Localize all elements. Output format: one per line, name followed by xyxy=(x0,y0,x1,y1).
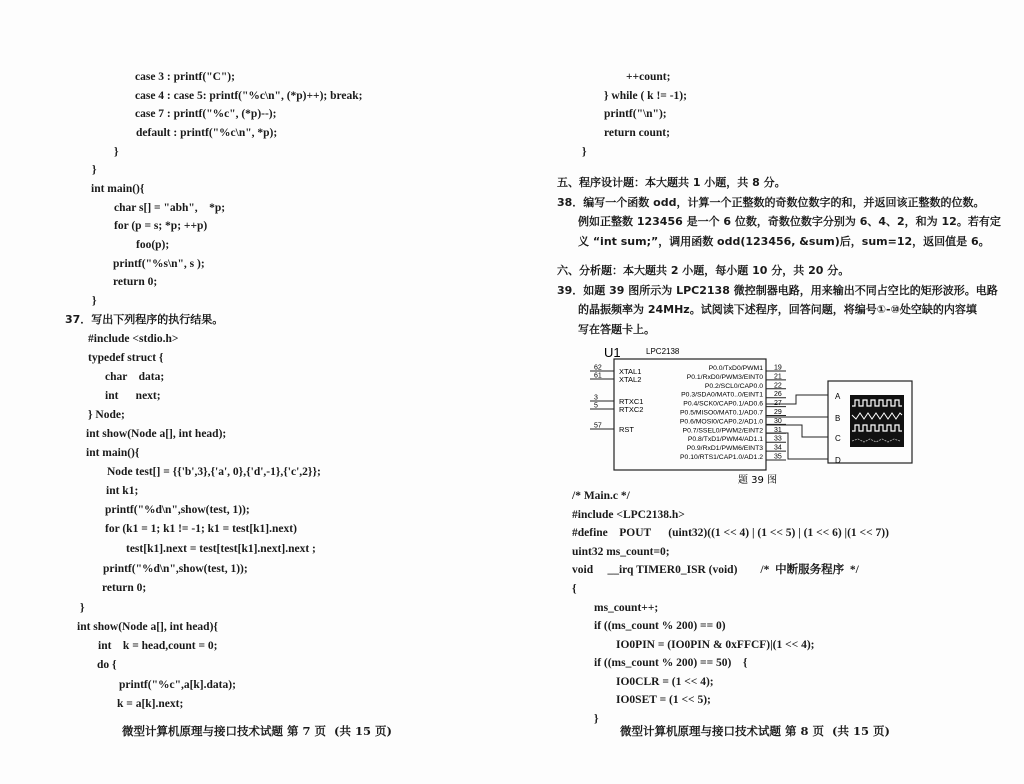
code-line: } xyxy=(92,295,97,307)
code-line: case 4 : case 5: printf("%c\n", (*p)++); break; xyxy=(135,90,363,102)
figure-39-circuit xyxy=(588,343,948,488)
pin-name: RTXC1 xyxy=(619,397,644,406)
pin-name: RST xyxy=(619,425,634,434)
code-line: return 0; xyxy=(102,582,147,594)
pin-number: 26 xyxy=(774,391,782,399)
question-38-text: 38．编写一个函数 odd，计算一个正整数的奇数位数字的和，并返回该正整数的位数。 xyxy=(557,196,985,209)
scope-channel-label: B xyxy=(835,414,841,423)
question-38-text: 例如正整数 123456 是一个 6 位数，奇数位数字分别为 6、4、2，和为 12。若有定 xyxy=(578,215,1001,228)
pin-number: 30 xyxy=(774,417,782,425)
code-line: } xyxy=(594,713,599,725)
code-line: int show(Node a[], int head); xyxy=(86,428,227,440)
code-line: for (k1 = 1; k1 != -1; k1 = test[k1].next) xyxy=(105,523,297,535)
code-line: return count; xyxy=(604,127,670,139)
code-line: test[k1].next = test[test[k1].next].next ; xyxy=(126,543,316,555)
page-footer: 微型计算机原理与接口技术试题 第 8 页 (共 15 页) xyxy=(620,724,890,738)
pin-name: P0.10/RTS1/CAP1.0/AD1.2 xyxy=(680,454,763,461)
pin-name: XTAL1 xyxy=(619,367,642,376)
question-38-text: 义 “int sum;”，调用函数 odd(123456, &sum)后，sum=12，返回值是 6。 xyxy=(578,235,990,248)
pin-number: 57 xyxy=(594,422,602,430)
code-line: default : printf("%c\n", *p); xyxy=(136,127,278,139)
right-pins xyxy=(680,365,786,462)
chip-name: LPC2138 xyxy=(646,347,680,356)
code-line: if ((ms_count % 200) == 0) xyxy=(594,620,726,632)
pin-name: XTAL2 xyxy=(619,375,642,384)
code-line: { xyxy=(572,583,577,595)
pin-number: 33 xyxy=(774,435,782,443)
code-line: } xyxy=(92,164,97,176)
pin-number: 27 xyxy=(774,400,782,408)
code-line: Node test[] = {{'b',3},{'a', 0},{'d',-1},{'c',2}}; xyxy=(107,466,321,478)
pin-name: P0.7/SSEL0/PWM2/EINT2 xyxy=(682,427,763,435)
pin-number: 3 xyxy=(594,394,598,402)
scope-channel-label: A xyxy=(835,392,841,401)
scope-channel-label: D xyxy=(835,456,841,465)
code-line: int main(){ xyxy=(91,183,145,195)
code-line: #include <stdio.h> xyxy=(88,333,179,345)
code-line: } Node; xyxy=(88,409,125,421)
code-line: typedef struct { xyxy=(88,352,164,364)
code-line: printf("%c",a[k].data); xyxy=(119,679,236,691)
code-line: void __irq TIMER0_ISR (void) /* 中断服务程序 */ xyxy=(572,564,859,576)
pin-number: 61 xyxy=(594,372,602,380)
pin-number: 19 xyxy=(774,364,782,372)
question-39-text: 39．如题 39 图所示为 LPC2138 微控制器电路，用来输出不同占空比的矩形波形。电路 xyxy=(557,284,998,297)
code-line: IO0PIN = (IO0PIN & 0xFFCF)|(1 << 4); xyxy=(616,639,815,651)
code-line: return 0; xyxy=(113,276,158,288)
question-39-text: 的晶振频率为 24MHz。试阅读下述程序，回答问题，将编号①-⑩处空缺的内容填 xyxy=(578,303,977,316)
code-line: int show(Node a[], int head){ xyxy=(77,621,218,633)
pin-name: RTXC2 xyxy=(619,405,644,414)
pin-name: P0.3/SDA0/MAT0..0/EINT1 xyxy=(681,391,763,399)
code-line: int next; xyxy=(105,390,161,402)
pin-number: 34 xyxy=(774,444,782,452)
left-pins xyxy=(590,365,643,435)
code-line: printf("\n"); xyxy=(604,108,667,120)
pin-name: P0.5/MISO0/MAT0.1/AD0.7 xyxy=(680,409,763,417)
pin-number: 5 xyxy=(594,402,598,410)
scope-channel-label: C xyxy=(835,434,841,443)
code-line: case 7 : printf("%c", (*p)--); xyxy=(135,108,277,120)
code-line: int main(){ xyxy=(86,447,140,459)
chip-ref: U1 xyxy=(604,345,621,360)
page-footer: 微型计算机原理与接口技术试题 第 7 页 (共 15 页) xyxy=(122,724,392,738)
code-line: do { xyxy=(97,659,117,671)
question-37-title: 37．写出下列程序的执行结果。 xyxy=(65,313,224,326)
question-39-text: 写在答题卡上。 xyxy=(578,323,655,336)
code-line: IO0CLR = (1 << 4); xyxy=(616,676,714,688)
code-line: ms_count++; xyxy=(594,602,659,614)
code-line: } xyxy=(114,146,119,158)
code-line: foo(p); xyxy=(136,239,170,251)
code-line: #include <LPC2138.h> xyxy=(572,509,685,521)
code-line: IO0SET = (1 << 5); xyxy=(616,694,711,706)
pin-number: 29 xyxy=(774,409,782,416)
pin-number: 31 xyxy=(774,426,782,434)
code-line: for (p = s; *p; ++p) xyxy=(114,220,208,232)
pin-number: 62 xyxy=(594,364,602,372)
code-line: int k = head,count = 0; xyxy=(98,640,218,652)
code-line: printf("%s\n", s ); xyxy=(113,258,205,270)
code-line: case 3 : printf("C"); xyxy=(135,71,235,83)
pin-name: P0.6/MOSI0/CAP0.2/AD1.0 xyxy=(679,418,763,426)
code-line: int k1; xyxy=(106,485,139,497)
pin-name: P0.1/RxD0/PWM3/EINT0 xyxy=(686,373,763,381)
pin-number: 35 xyxy=(774,453,782,461)
code-line: uint32 ms_count=0; xyxy=(572,546,670,558)
code-line: printf("%d\n",show(test, 1)); xyxy=(105,504,250,516)
pin-name: P0.0/TxD0/PWM1 xyxy=(708,365,763,372)
scope-channel-labels xyxy=(835,392,841,465)
pin-number: 21 xyxy=(774,373,782,381)
code-line: } xyxy=(80,602,85,614)
code-line: ++count; xyxy=(626,71,671,83)
pin-name: P0.9/RxD1/PWM6/EINT3 xyxy=(686,445,763,453)
code-line: char data; xyxy=(105,371,165,383)
code-line: printf("%d\n",show(test, 1)); xyxy=(103,563,248,575)
code-line: char s[] = "abh", *p; xyxy=(114,202,226,214)
code-line: if ((ms_count % 200) == 50) { xyxy=(594,657,748,669)
pin-name: P0.4/SCK0/CAP0.1/AD0.6 xyxy=(683,400,763,408)
pin-number: 22 xyxy=(774,382,782,390)
code-line: k = a[k].next; xyxy=(117,698,184,710)
pin-name: P0.2/SCL0/CAP0.0 xyxy=(704,382,763,390)
code-line: } xyxy=(582,146,587,158)
code-line: #define POUT (uint32)((1 << 4) | (1 << 5) | (1 << 6) |(1 << 7)) xyxy=(572,527,889,539)
code-line: } while ( k != -1); xyxy=(604,90,687,102)
code-line: /* Main.c */ xyxy=(572,490,630,502)
section-5-heading: 五、程序设计题：本大题共 1 小题，共 8 分。 xyxy=(557,176,786,189)
figure-caption: 题 39 图 xyxy=(738,475,778,486)
pin-name: P0.8/TxD1/PWM4/AD1.1 xyxy=(687,436,763,444)
section-6-heading: 六、分析题：本大题共 2 小题，每小题 10 分，共 20 分。 xyxy=(557,264,850,277)
